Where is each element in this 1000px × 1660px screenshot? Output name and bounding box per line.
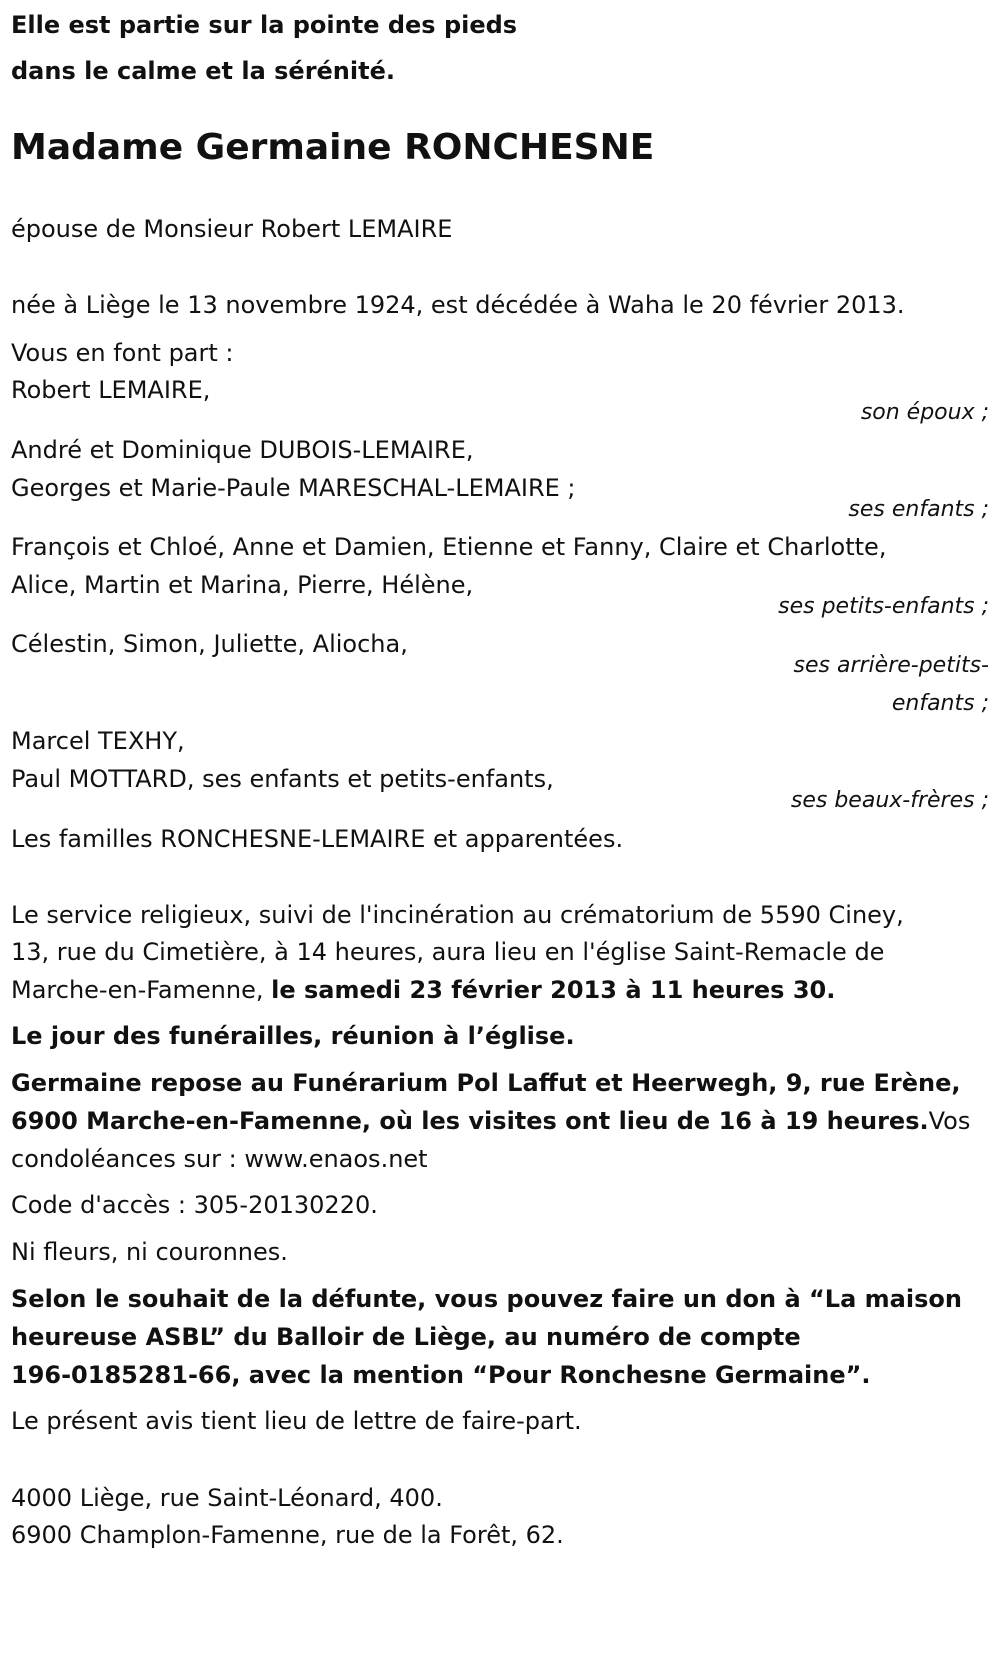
relation-spouse: son époux ;	[860, 400, 989, 425]
relation-children: ses enfants ;	[848, 497, 989, 522]
birth-death-line: née à Liège le 13 novembre 1924, est décédée à Waha le 20 février 2013.	[11, 291, 905, 319]
relation-inlaws: ses beaux-frères ;	[790, 788, 989, 813]
spouse-name: Robert LEMAIRE,	[11, 376, 211, 404]
great-grandchildren-line: Célestin, Simon, Juliette, Aliocha,	[11, 630, 408, 658]
donation-line-3: 196-0185281-66, avec la mention “Pour Ronchesne Germaine”.	[11, 1361, 871, 1389]
rest-line-2	[11, 1102, 970, 1140]
service-line-2: 13, rue du Cimetière, à 14 heures, aura lieu en l'église Saint-Remacle de	[11, 938, 885, 966]
inlaws-line-2: Paul MOTTARD, ses enfants et petits-enfants,	[11, 765, 554, 793]
rest-line-1: Germaine repose au Funérarium Pol Laffut et Heerwegh, 9, rue Erène,	[11, 1069, 961, 1097]
children-line-1: André et Dominique DUBOIS-LEMAIRE,	[11, 436, 474, 464]
children-line-2: Georges et Marie-Paule MARESCHAL-LEMAIRE ;	[11, 474, 576, 502]
grandchildren-line-1: François et Chloé, Anne et Damien, Etienne et Fanny, Claire et Charlotte,	[11, 533, 887, 561]
relation-great-grandchildren-1: ses arrière-petits-	[793, 653, 989, 678]
spouse-line: épouse de Monsieur Robert LEMAIRE	[11, 215, 453, 243]
service-date: le samedi 23 février 2013 à 11 heures 30.	[271, 976, 836, 1004]
relation-great-grandchildren-2: enfants ;	[891, 691, 989, 716]
relation-grandchildren: ses petits-enfants ;	[778, 594, 989, 619]
condolences-line: condoléances sur : www.enaos.net	[11, 1145, 428, 1173]
address-1: 4000 Liège, rue Saint-Léonard, 400.	[11, 1484, 443, 1512]
grandchildren-line-2: Alice, Martin et Marina, Pierre, Hélène,	[11, 571, 474, 599]
notice-line: Le présent avis tient lieu de lettre de faire-part.	[11, 1407, 582, 1435]
quote-line-1: Elle est partie sur la pointe des pieds	[11, 11, 518, 39]
visiting-hours: 6900 Marche-en-Famenne, où les visites ont lieu de 16 à 19 heures.	[11, 1107, 929, 1135]
service-line-3	[11, 971, 835, 1009]
inlaws-line-1: Marcel TEXHY,	[11, 727, 185, 755]
quote-line-2: dans le calme et la sérénité.	[11, 57, 395, 85]
deceased-name: Madame Germaine RONCHESNE	[11, 127, 655, 168]
address-2: 6900 Champlon-Famenne, rue de la Forêt, 62.	[11, 1521, 564, 1549]
families-line: Les familles RONCHESNE-LEMAIRE et apparentées.	[11, 825, 624, 853]
reunion-line: Le jour des funérailles, réunion à l’église.	[11, 1022, 575, 1050]
condolences-prefix: Vos	[928, 1107, 971, 1135]
donation-line-1: Selon le souhait de la défunte, vous pouvez faire un don à “La maison	[11, 1285, 962, 1313]
announcement-intro: Vous en font part :	[11, 339, 234, 367]
no-flowers: Ni fleurs, ni couronnes.	[11, 1238, 288, 1266]
access-code: Code d'accès : 305-20130220.	[11, 1191, 378, 1219]
service-place: Marche-en-Famenne,	[11, 976, 272, 1004]
service-line-1: Le service religieux, suivi de l'incinération au crématorium de 5590 Ciney,	[11, 901, 904, 929]
donation-line-2: heureuse ASBL” du Balloir de Liège, au numéro de compte	[11, 1323, 801, 1351]
